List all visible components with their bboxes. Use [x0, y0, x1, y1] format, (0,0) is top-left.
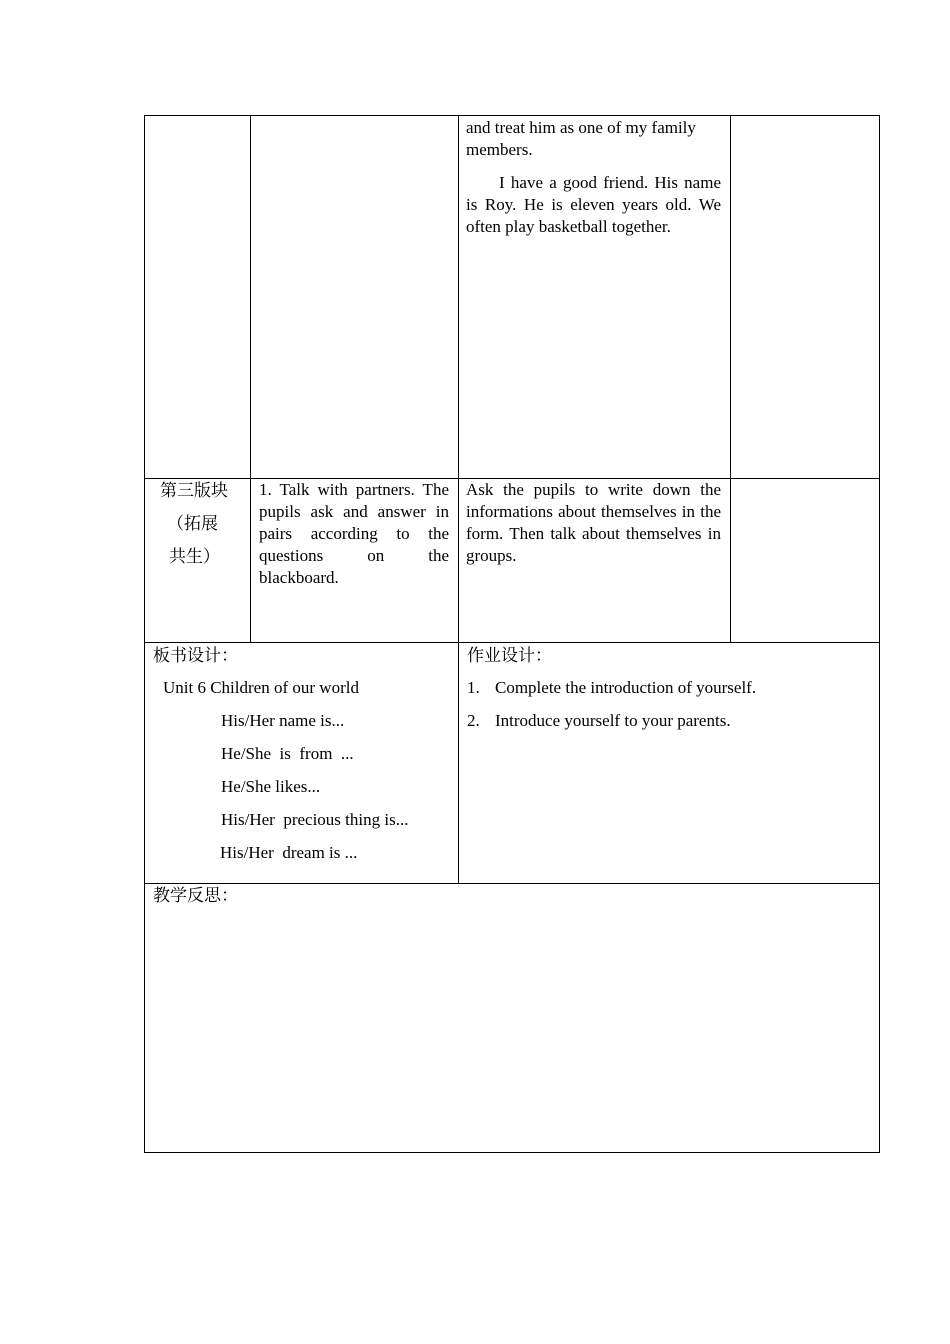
row1-teacher-cell — [458, 115, 731, 479]
homework-item-text: Introduce yourself to your parents. — [495, 711, 731, 730]
reflection-title: 教学反思： — [153, 886, 238, 905]
stage-label-line1: 第三版块 — [160, 481, 228, 500]
teacher-activity-text: Ask the pupils to write down the informations about themselves in the form. Then talk about themselves in groups. — [466, 480, 721, 565]
row2-note-cell — [730, 478, 880, 643]
board-line: His/Her name is... — [221, 711, 345, 730]
board-line: His/Her precious thing is... — [221, 810, 409, 829]
homework-item-number: 1. — [467, 678, 480, 697]
row1-pupil-cell — [250, 115, 459, 479]
row1-text-line2: members. — [466, 140, 533, 159]
board-line: He/She likes... — [221, 777, 321, 796]
homework-title: 作业设计： — [467, 646, 552, 665]
stage-label-line2: （拓展 — [167, 514, 218, 533]
row1-note-cell — [730, 115, 880, 479]
row1-stage-cell — [144, 115, 251, 479]
board-line: His/Her dream is ... — [220, 843, 358, 862]
pupil-activity-text: 1. Talk with partners. The pupils ask and answer in pairs according to the questions on the blackboard. — [259, 480, 449, 587]
row1-paragraph-friend: I have a good friend. His name is Roy. He is eleven years old. We often play basketball together. — [466, 173, 721, 236]
stage-label-line3: 共生） — [169, 547, 220, 566]
board-design-title: 板书设计： — [153, 646, 238, 665]
row1-text-line1: and treat him as one of my family — [466, 118, 696, 137]
homework-item-number: 2. — [467, 711, 480, 730]
homework-item-text: Complete the introduction of yourself. — [495, 678, 757, 697]
reflection-cell — [144, 883, 880, 1153]
board-line: He/She is from ... — [221, 744, 354, 763]
board-unit-title: Unit 6 Children of our world — [163, 678, 359, 697]
